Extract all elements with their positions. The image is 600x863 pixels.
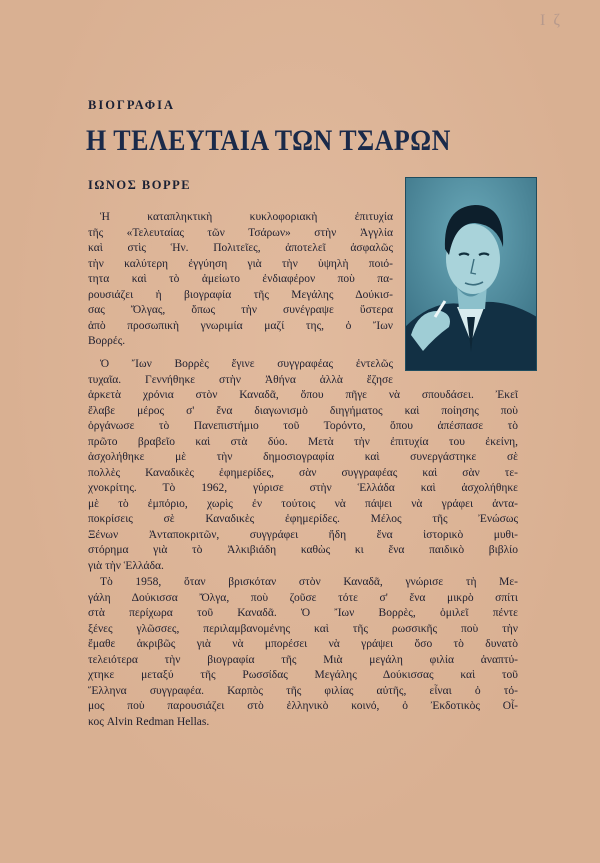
handwritten-mark: Ι ζ <box>540 12 562 29</box>
text-line: καὶ στὶς Ἡν. Πολιτεῖες, ἀποτελεῖ ἀσφαλῶς <box>88 242 393 254</box>
text-line: γάλη Δούκισσα Ὄλγα, ποὺ ζοῦσε τότε σ' ἕνα μικρὸ σπίτι <box>88 591 518 604</box>
paragraph-friendship <box>88 575 518 730</box>
text-line: γιὰ τὴν Ἑλλάδα. <box>88 559 164 572</box>
text-line: κος Alvin Redman Hellas. <box>88 715 210 728</box>
text-line: Ὁ Ἴων Βορρὲς ἔγινε συγγραφέας ἐντελῶς <box>100 358 393 370</box>
text-line: μὲ τὸ ἐμπόριο, χωρὶς ἐν τούτοις νὰ πάψει νὰ γράφει ἀντα- <box>88 497 518 510</box>
paragraph-biography <box>88 357 518 574</box>
text-line: στόρημα γιὰ τὸ Ἀλκιβιάδη καθὼς κι ἕνα παιδικὸ βιβλίο <box>88 544 518 556</box>
text-line: ρουσιάζει ἡ βιογραφία τῆς Μεγάλης Δούκισ- <box>88 288 393 301</box>
text-line: ποκρίσεις σὲ Καναδικὲς ἐφημερίδες. Μέλος τῆς Ἐνώσως <box>88 513 518 525</box>
text-line: στὰ περίχωρα τοῦ Καναδᾶ. Ὁ Ἴων Βορρὲς, ὁμιλεῖ πέντε <box>88 607 518 619</box>
text-line: μος ποὺ παρουσιάζει στὸ ἑλληνικὸ κοινό, ὁ Ἐκδοτικὸς Οἶ- <box>88 700 518 712</box>
text-line: πολλὲς Καναδικὲς ἐφημερίδες, σὰν συγγραφέας καὶ σὰν τε- <box>88 466 518 479</box>
text-line: Βορρές. <box>88 335 126 347</box>
author-photo <box>405 177 537 371</box>
text-line: Ἡ καταπληκτικὴ κυκλοφοριακὴ ἐπιτυχία <box>100 211 393 223</box>
text-line: τητα καὶ τὸ ἀμείωτο ἐνδιαφέρον ποὺ πα- <box>88 273 393 285</box>
text-line: Ἕλληνα συγγραφέα. Καρπὸς τῆς φιλίας αὐτῆς, εἶναι ὁ τό- <box>88 684 518 697</box>
text-line: Τὸ 1958, ὅταν βρισκόταν στὸν Καναδᾶ, γνώρισε τὴ Με- <box>100 576 518 588</box>
text-line: τῆς «Τελευταίας τῶν Τσάρων» στὴν Ἀγγλία <box>88 226 393 239</box>
text-line: ξένες γλῶσσες, περιλαμβανομένης καὶ τῆς ρωσσικῆς ποὺ τὴν <box>88 622 518 635</box>
text-line: ὀργάνωσε τὸ Πανεπιστήμιο τοῦ Τορόντο, ὅπου ἀπέσπασε τὸ <box>88 420 518 432</box>
text-line: σας Ὄλγας, ὅπως τὴν συνέγραψε ὕστερα <box>88 304 393 316</box>
text-line: Ξένων Ἀνταποκριτῶν, συγγράφει ἤδη ἕνα ἱστορικὸ μυθι- <box>88 528 518 541</box>
author-name: ΙΩΝΟΣ ΒΟΡΡΕ <box>88 178 192 192</box>
text-line: ἔμαθε ἀκριβῶς γιὰ νὰ μπορέσει νὰ γράψει ὅσο τὸ δυνατὸ <box>88 638 518 650</box>
paragraph-intro <box>88 210 393 350</box>
text-line: τυχαῖα. Γεννήθηκε στὴν Ἀθήνα ἀλλὰ ἔζησε <box>88 373 393 386</box>
text-line: χνοκρίτης. Τὸ 1962, γύρισε στὴν Ἑλλάδα καὶ ἀσχολήθηκε <box>88 482 518 494</box>
text-line: τὴν καλύτερη ἐγγύηση γιὰ τὴν ὑψηλὴ ποιό- <box>88 257 393 270</box>
text-line: χτηκε μεταξύ τῆς Ρωσσίδας Μεγάλης Δούκισσας καὶ τοῦ <box>88 669 518 681</box>
text-line: ἀσχολήθηκε μὲ τὴν δημοσιογραφία καὶ συνεργάστηκε σὲ <box>88 451 518 463</box>
category-label: ΒΙΟΓΡΑΦΙΑ <box>88 98 176 112</box>
text-line: πρῶτο βραβεῖο καὶ στὰ δύο. Μετὰ τὴν ἐπιτυχία του ἐκείνη, <box>88 435 518 448</box>
book-title: Η ΤΕΛΕΥΤΑΙΑ ΤΩΝ ΤΣΑΡΩΝ <box>86 124 451 157</box>
text-line: ἔλαβε μέρος σ' ἕνα διαγωνισμὸ διηγήματος καὶ ποίησης ποὺ <box>88 404 518 417</box>
text-line: τελειότερα τὴν βιογραφία τῆς Μιὰ μεγάλη φιλία ἀναπτύ- <box>88 653 518 666</box>
text-line: ἀρκετὰ χρόνια στὸν Καναδᾶ, ὅπου πῆγε νὰ σπουδάσει. Ἐκεῖ <box>88 389 518 401</box>
text-line: ἀπὸ προσωπικὴ γνωριμία μαζί της, ὁ Ἴων <box>88 319 393 332</box>
